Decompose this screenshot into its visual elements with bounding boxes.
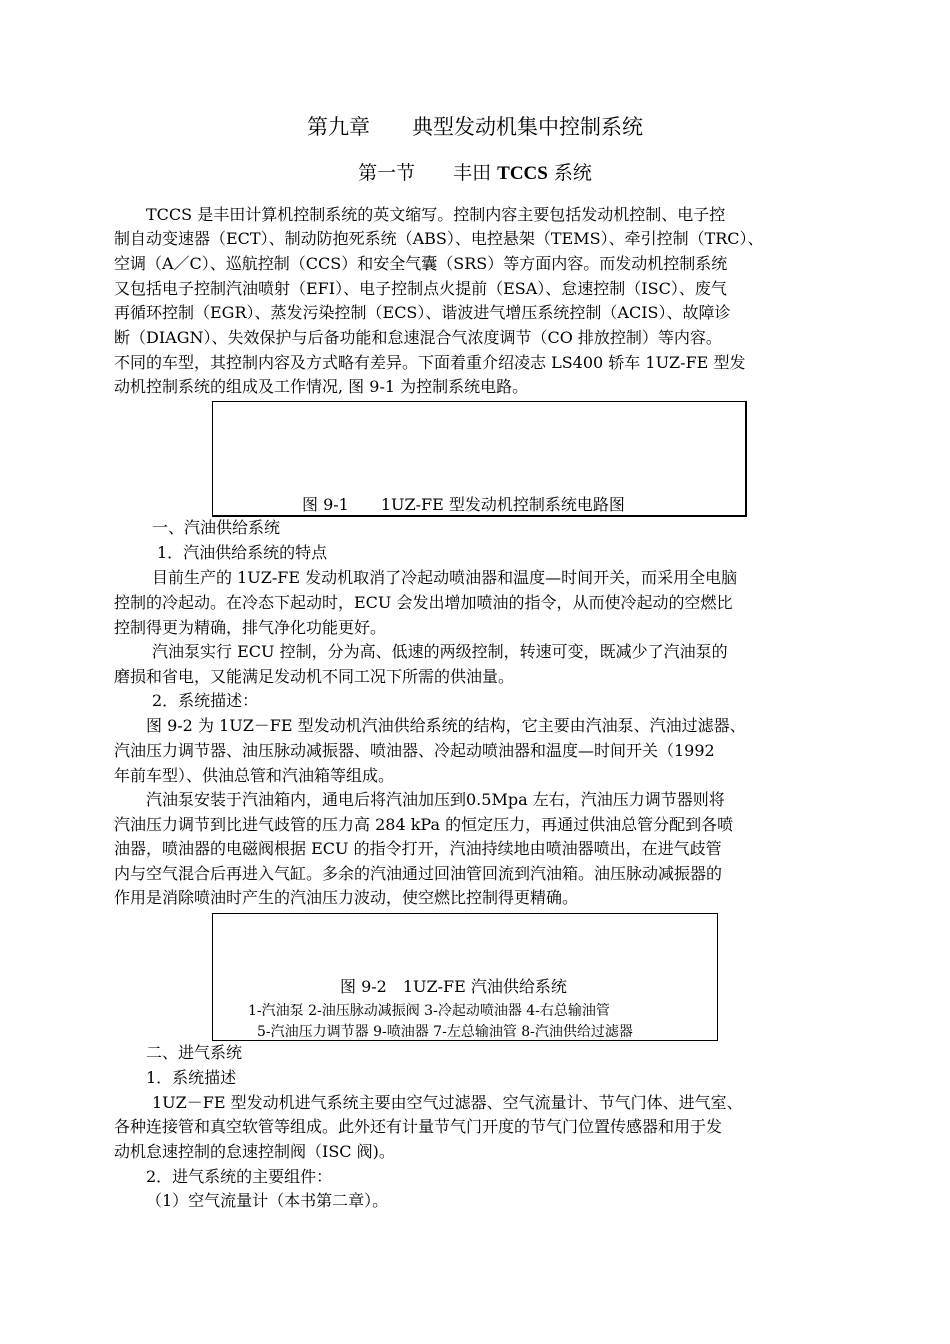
fuel-p2-line-1: 汽油泵实行 ECU 控制，分为高、低速的两级控制，转速可变，既减少了汽油泵的 bbox=[152, 642, 728, 661]
intro-line-6: 断（DIAGN）、失效保护与后备功能和怠速混合气浓度调节（CO 排放控制）等内容。 bbox=[114, 328, 722, 347]
fuel-p2-line-2: 磨损和省电，又能满足发动机不同工况下所需的供油量。 bbox=[114, 667, 515, 686]
intake-p1-line-3: 动机怠速控制的怠速控制阀（ISC 阀)。 bbox=[114, 1142, 395, 1161]
figure-9-1-caption: 图 9-1 1UZ-FE 型发动机控制系统电路图 bbox=[302, 495, 625, 514]
section-title-bold: TCCS bbox=[497, 163, 548, 184]
section-title-prefix: 第一节 丰田 bbox=[358, 162, 498, 184]
intro-line-1: TCCS 是丰田计算机控制系统的英文缩写。控制内容主要包括发动机控制、电子控 bbox=[146, 205, 726, 224]
fuel-p1-line-2: 控制的冷起动。在冷态下起动时，ECU 会发出增加喷油的指令，从而使冷起动的空燃比 bbox=[114, 593, 733, 612]
intake-p1-line-2: 各种连接管和真空软管等组成。此外还有计量节气门开度的节气门位置传感器和用于发 bbox=[114, 1117, 723, 1136]
fuel-p1-line-1: 目前生产的 1UZ-FE 发动机取消了冷起动喷油器和温度—时间开关，而采用全电脑 bbox=[152, 568, 738, 587]
chapter-title: 第九章 典型发动机集中控制系统 bbox=[307, 115, 643, 139]
heading-system-description: 2．系统描述： bbox=[152, 691, 259, 710]
intro-line-5: 再循环控制（EGR）、蒸发污染控制（ECS）、谐波进气增压系统控制（ACIS）、故障诊 bbox=[114, 303, 731, 322]
fuel-p1-line-3: 控制得更为精确，排气净化功能更好。 bbox=[114, 618, 387, 637]
figure-9-2-legend-line-2: 5-汽油压力调节器 9-喷油器 7-左总输油管 8-汽油供给过滤器 bbox=[257, 1024, 633, 1040]
section-title bbox=[0, 158, 950, 185]
figure-9-2-caption: 图 9-2 1UZ-FE 汽油供给系统 bbox=[340, 977, 567, 996]
heading-intake-components: 2．进气系统的主要组件： bbox=[146, 1167, 333, 1186]
fuel-p4-line-2: 汽油压力调节到比进气歧管的压力高 284 kPa 的恒定压力，再通过供油总管分配到各喷 bbox=[114, 815, 734, 834]
heading-fuel-features: 1．汽油供给系统的特点 bbox=[157, 543, 328, 562]
fuel-p4-line-5: 作用是消除喷油时产生的汽油压力波动，使空燃比控制得更精确。 bbox=[114, 888, 579, 907]
intake-item-1: （1）空气流量计（本书第二章）。 bbox=[146, 1191, 389, 1210]
fuel-p4-line-1: 汽油泵安装于汽油箱内，通电后将汽油加压到0.5Mpa 左右，汽油压力调节器则将 bbox=[146, 790, 725, 809]
section-title-suffix: 系统 bbox=[547, 162, 592, 184]
intro-line-8: 动机控制系统的组成及工作情况, 图 9-1 为控制系统电路。 bbox=[114, 377, 529, 396]
heading-intake-description: 1．系统描述 bbox=[146, 1068, 237, 1087]
intake-p1-line-1: 1UZ－FE 型发动机进气系统主要由空气过滤器、空气流量计、节气门体、进气室、 bbox=[152, 1093, 743, 1112]
intro-line-7: 不同的车型，其控制内容及方式略有差异。下面着重介绍凌志 LS400 轿车 1UZ-FE 型发 bbox=[114, 353, 746, 372]
fuel-p3-line-2: 汽油压力调节器、油压脉动减振器、喷油器、冷起动喷油器和温度—时间开关（1992 bbox=[114, 741, 715, 760]
fuel-p4-line-3: 油器，喷油器的电磁阀根据 ECU 的指令打开，汽油持续地由喷油器喷出，在进气歧管 bbox=[114, 839, 722, 858]
heading-fuel-system: 一、汽油供给系统 bbox=[152, 518, 281, 537]
intro-line-3: 空调（A／C）、巡航控制（CCS）和安全气囊（SRS）等方面内容。而发动机控制系统 bbox=[114, 254, 728, 273]
intro-line-4: 又包括电子控制汽油喷射（EFI）、电子控制点火提前（ESA）、怠速控制（ISC）、废气 bbox=[114, 279, 727, 298]
figure-9-2-legend-line-1: 1-汽油泵 2-油压脉动减振阀 3-冷起动喷油器 4-右总输油管 bbox=[248, 1003, 610, 1019]
heading-intake-system: 二、进气系统 bbox=[146, 1043, 243, 1062]
fuel-p3-line-1: 图 9-2 为 1UZ－FE 型发动机汽油供给系统的结构，它主要由汽油泵、汽油过滤器、 bbox=[146, 716, 746, 735]
fuel-p4-line-4: 内与空气混合后再进入气缸。多余的汽油通过回油管回流到汽油箱。油压脉动减振器的 bbox=[114, 864, 723, 883]
intro-line-2: 制自动变速器（ECT）、制动防抱死系统（ABS）、电控悬架（TEMS）、牵引控制（TRC）、 bbox=[114, 229, 764, 248]
fuel-p3-line-3: 年前车型）、供油总管和汽油箱等组成。 bbox=[114, 766, 395, 785]
